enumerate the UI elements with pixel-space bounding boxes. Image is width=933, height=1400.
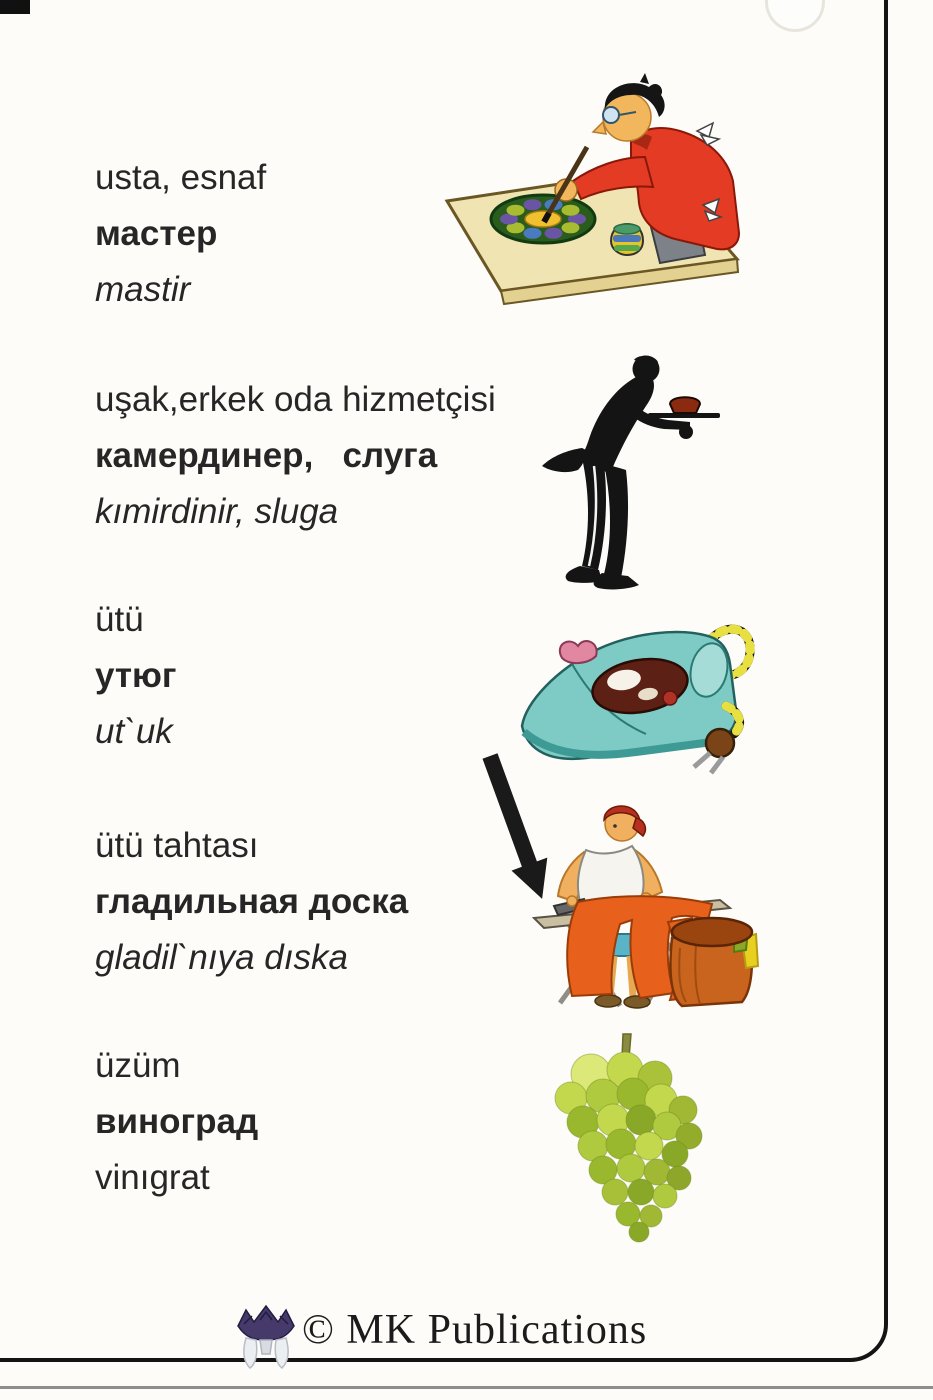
- next-card-edge-line: [0, 1386, 933, 1389]
- transliteration: mastir: [95, 270, 191, 309]
- turkish-term: üzüm: [95, 1046, 181, 1085]
- entry-usta: [95, 150, 266, 318]
- transliteration: gladil`nıya dıska: [95, 938, 348, 977]
- turkish-term: ütü: [95, 600, 144, 639]
- entry-uzum: [95, 1038, 258, 1206]
- transliteration: vinıgrat: [95, 1158, 210, 1197]
- copyright-text: © MK Publications: [302, 1307, 648, 1353]
- russian-term: камердинер, слуга: [95, 436, 438, 475]
- turkish-term: uşak,erkek oda hizmetçisi: [95, 380, 496, 419]
- entry-utu-tahtasi: [95, 818, 408, 986]
- butler-illustration: [538, 352, 748, 592]
- entry-utu: [95, 592, 177, 760]
- grapes-illustration: [533, 1032, 718, 1247]
- scan-corner-mark: [0, 0, 30, 14]
- russian-term: гладильная доска: [95, 882, 409, 921]
- russian-term: утюг: [95, 656, 177, 695]
- transliteration: ut`uk: [95, 712, 173, 751]
- entry-usak: [95, 372, 496, 540]
- russian-term: мастер: [95, 214, 218, 253]
- craftsman-illustration: [435, 73, 750, 308]
- russian-term: виноград: [95, 1102, 259, 1141]
- ironing-board-illustration: [520, 798, 765, 1026]
- transliteration: kımirdinir, sluga: [95, 492, 339, 531]
- mk-publications-logo: [232, 1300, 300, 1372]
- turkish-term: ütü tahtası: [95, 826, 259, 865]
- turkish-term: usta, esnaf: [95, 158, 267, 197]
